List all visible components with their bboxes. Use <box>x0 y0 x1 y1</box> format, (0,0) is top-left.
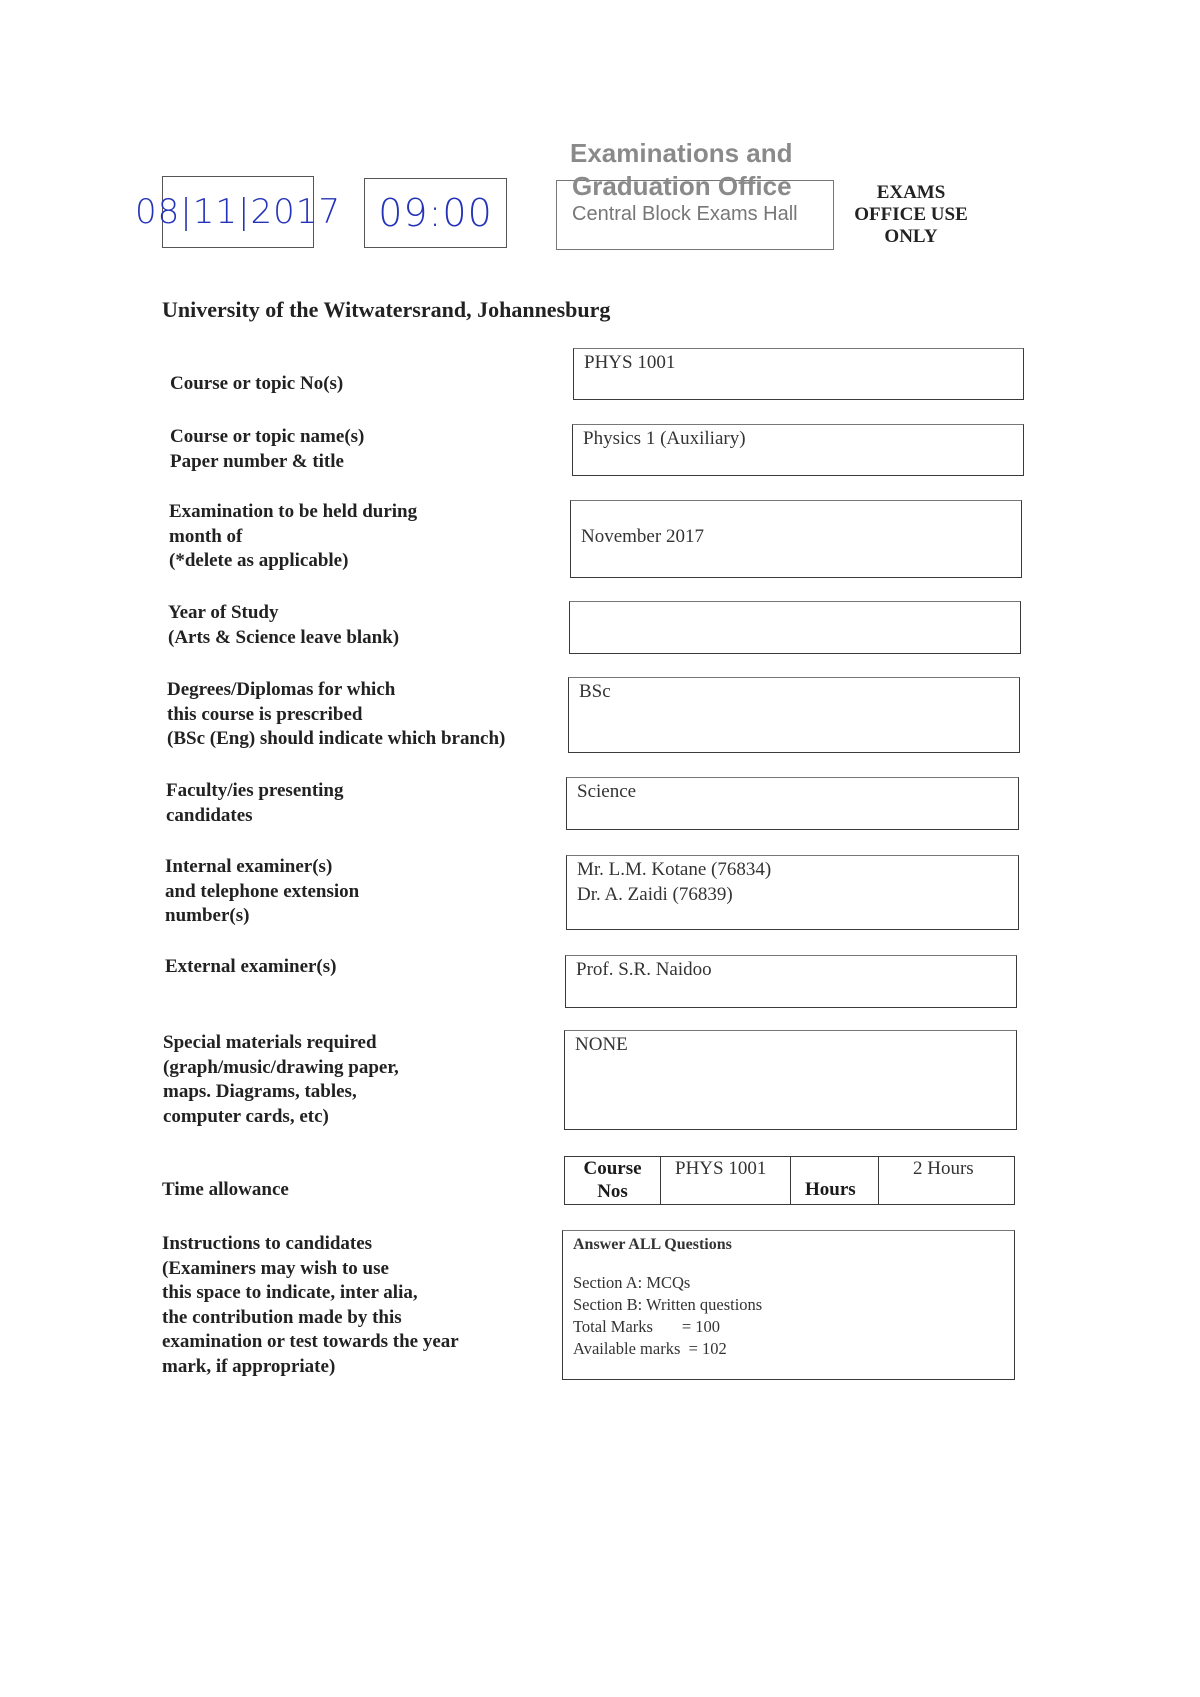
exam-date: 08|11|2017 <box>135 192 341 232</box>
label-line: number(s) <box>165 905 250 926</box>
label-year-of-study <box>168 601 399 650</box>
course-nos-value: PHYS 1001 <box>675 1158 767 1179</box>
course-nos-value-cell[interactable] <box>661 1157 791 1204</box>
label-line: External examiner(s) <box>165 956 337 977</box>
stamp-line-3: Central Block Exams Hall <box>572 203 798 225</box>
label-line: Course or topic name(s) <box>170 426 365 447</box>
label-line: Course or topic No(s) <box>170 373 344 394</box>
label-external-examiners <box>165 955 336 980</box>
label-line: Examination to be held during <box>169 501 418 522</box>
value-line: Dr. A. Zaidi (76839) <box>577 883 733 905</box>
label-line: candidates <box>166 804 253 826</box>
field-instructions[interactable] <box>562 1230 1015 1380</box>
label-line: (graph/music/drawing paper, <box>163 1056 399 1078</box>
label-line: mark, if appropriate) <box>162 1355 336 1377</box>
stamp-line-2: Graduation Office <box>572 171 792 201</box>
label-line: Instructions to candidates <box>162 1233 373 1254</box>
label-line: Special materials required <box>163 1032 377 1053</box>
exam-date-box <box>135 176 341 248</box>
label-line: Degrees/Diplomas for which <box>167 679 396 700</box>
value-line: Mr. L.M. Kotane (76834) <box>577 859 772 880</box>
label-degrees <box>167 678 505 752</box>
office-use-note <box>846 182 976 248</box>
field-faculty[interactable] <box>566 777 1019 830</box>
label-special-materials <box>163 1031 399 1129</box>
instructions-line: Total Marks = 100 <box>573 1317 721 1336</box>
label-line: (BSc (Eng) should indicate which branch) <box>167 728 506 749</box>
label-line: Year of Study <box>168 602 279 623</box>
label-line: (*delete as applicable) <box>169 550 349 571</box>
field-year-of-study[interactable] <box>569 601 1021 654</box>
field-degrees[interactable] <box>568 677 1020 753</box>
value-line: NONE <box>575 1034 628 1055</box>
hours-label-cell <box>791 1157 879 1204</box>
exam-time: 09:00 <box>378 191 493 235</box>
office-stamp <box>556 138 834 250</box>
field-course-name[interactable] <box>572 424 1024 476</box>
time-allowance-table <box>564 1156 1015 1205</box>
label-instructions <box>162 1232 459 1379</box>
course-nos-cell <box>565 1157 661 1204</box>
hours-label: Hours <box>805 1179 856 1200</box>
label-line: this course is prescribed <box>167 703 363 725</box>
instructions-line: Available marks = 102 <box>573 1339 727 1358</box>
label-line: Faculty/ies presenting <box>166 780 344 801</box>
label-line: Internal examiner(s) <box>165 856 333 877</box>
label-time-allowance: Time allowance <box>162 1179 289 1200</box>
label-course-no <box>170 372 343 397</box>
label-line: and telephone extension <box>165 880 360 902</box>
value-line: Prof. S.R. Naidoo <box>576 959 712 980</box>
exam-time-box <box>364 178 507 248</box>
label-faculty <box>166 779 344 828</box>
value-line: PHYS 1001 <box>584 352 676 373</box>
field-external-examiners[interactable] <box>565 955 1017 1008</box>
value-line: BSc <box>579 681 611 702</box>
value-line: Science <box>577 781 637 802</box>
instructions-heading: Answer ALL Questions <box>573 1236 732 1253</box>
label-line: computer cards, etc) <box>163 1105 329 1127</box>
label-exam-month <box>169 500 417 574</box>
field-exam-month[interactable] <box>570 500 1022 578</box>
office-use-line-3: ONLY <box>884 226 938 247</box>
field-internal-examiners[interactable] <box>566 855 1019 930</box>
label-line: Paper number & title <box>170 450 344 472</box>
label-internal-examiners <box>165 855 359 929</box>
hours-value: 2 Hours <box>913 1158 974 1179</box>
label-line: the contribution made by this <box>162 1306 402 1328</box>
label-line: examination or test towards the year <box>162 1331 459 1352</box>
office-use-line-2: OFFICE USE <box>854 204 968 225</box>
label-line: (Examiners may wish to use <box>162 1257 389 1279</box>
course-nos-line-1: Course <box>583 1158 642 1179</box>
field-course-no[interactable] <box>573 348 1024 400</box>
label-line: maps. Diagrams, tables, <box>163 1081 357 1102</box>
label-line: (Arts & Science leave blank) <box>168 626 400 648</box>
course-nos-line-2: Nos <box>597 1181 628 1202</box>
university-name: University of the Witwatersrand, Johannesburg <box>162 297 611 322</box>
hours-value-cell[interactable] <box>879 1157 1014 1204</box>
label-course-name <box>170 425 364 474</box>
value-line: November 2017 <box>581 526 704 547</box>
instructions-line: Section B: Written questions <box>573 1295 763 1314</box>
label-line: month of <box>169 525 243 547</box>
value-line: Physics 1 (Auxiliary) <box>583 428 746 449</box>
office-use-line-1: EXAMS <box>876 182 946 203</box>
instructions-line: Section A: MCQs <box>573 1273 691 1292</box>
stamp-line-1: Examinations and <box>570 138 793 168</box>
field-special-materials[interactable] <box>564 1030 1017 1130</box>
label-line: this space to indicate, inter alia, <box>162 1282 418 1303</box>
